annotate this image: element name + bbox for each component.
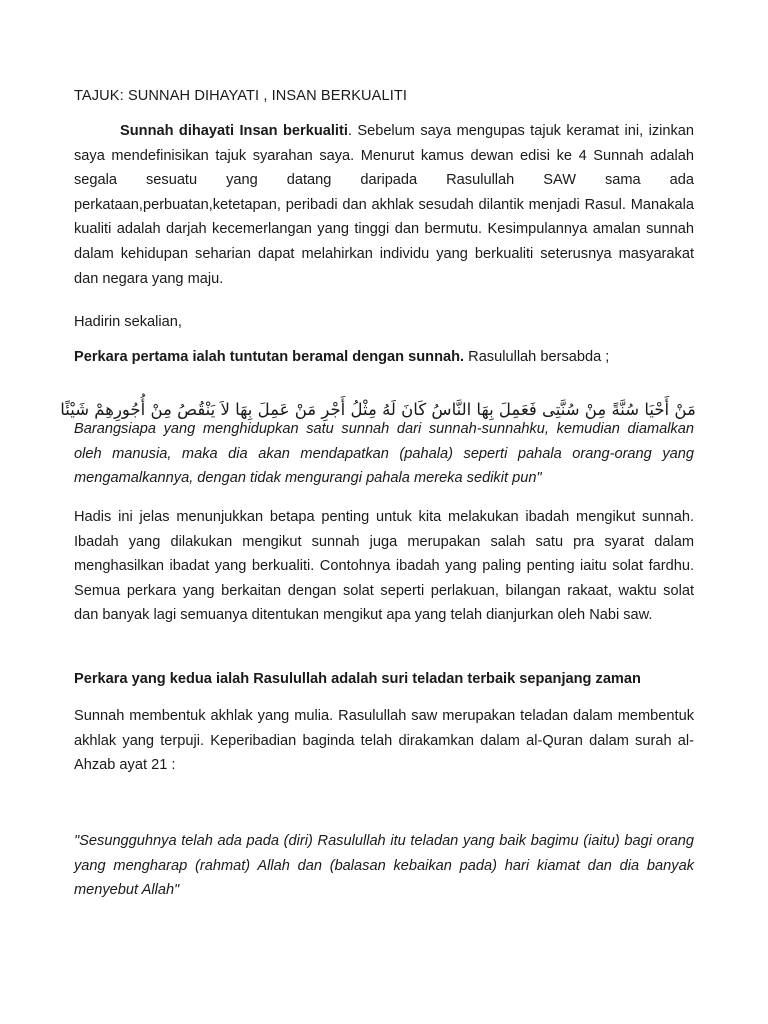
hadith-translation: Barangsiapa yang menghidupkan satu sunnah dari sunnah-sunnahku, kemudian diamalkan oleh manusia, maka dia akan mendapatkan (pahala) seperti pahala orang-orang yang mengamalkannya, dengan tidak mengurangi pahala mereka sedikit pun" bbox=[74, 421, 694, 487]
intro-lead-bold: Sunnah dihayati Insan berkualiti bbox=[120, 123, 348, 139]
point2-heading-bold: Perkara yang kedua ialah Rasulullah adalah suri teladan terbaik sepanjang zaman bbox=[74, 671, 641, 687]
point1-heading bbox=[74, 345, 694, 370]
quran-translation: "Sesungguhnya telah ada pada (diri) Rasulullah itu teladan yang baik bagimu (iaitu) bagi orang yang mengharap (rahmat) Allah dan (balasan kebaikan pada) hari kiamat dan dia banyak menyebut Allah" bbox=[74, 833, 694, 899]
page-title: TAJUK: SUNNAH DIHAYATI , INSAN BERKUALITI bbox=[74, 88, 408, 104]
intro-text: . Sebelum saya mengupas tajuk keramat ini, izinkan saya mendefinisikan tajuk syarahan saya. Menurut kamus dewan edisi ke 4 Sunnah adalah segala sesuatu yang datang daripada Rasulullah SAW sama ada perkataan,perbuatan,ketetapan, peribadi dan akhlak sesudah dilantik menjadi Rasul. Manakala kualiti adalah darjah kecemerlangan yang tinggi dan bermutu. Kesimpulannya amalan sunnah dalam kehidupan seharian dapat melahirkan individu yang berkualiti seterusnya masyarakat dan negara yang maju. bbox=[74, 123, 695, 287]
hadith-arabic: مَنْ أَحْيَا سُنَّةً مِنْ سُنَّتِى فَعَمِلَ بِهَا النَّاسُ كَانَ لَهُ مِثْلُ أَجْرِ مَنْ عَمِلَ بِهَا لاَ يَنْقُصُ مِنْ أُجُورِهِمْ شَيْئًا bbox=[60, 399, 696, 419]
paragraph-3: Sunnah membentuk akhlak yang mulia. Rasulullah saw merupakan teladan dalam membentuk akhlak yang terpuji. Keperibadian baginda telah dirakamkan dalam al-Quran dalam surah al-Ahzab ayat 21 : bbox=[74, 708, 694, 774]
greeting: Hadirin sekalian, bbox=[74, 314, 182, 330]
point1-heading-rest: Rasulullah bersabda ; bbox=[464, 349, 610, 365]
point1-heading-bold: Perkara pertama ialah tuntutan beramal dengan sunnah. bbox=[74, 349, 465, 365]
paragraph-2: Hadis ini jelas menunjukkan betapa penting untuk kita melakukan ibadah mengikut sunnah. Ibadah yang dilakukan mengikut sunnah juga merupakan salah satu pra syarat dalam menghasilkan ibadat yang berkualiti. Contohnya ibadah yang paling penting iaitu solat fardhu. Semua perkara yang berkaitan dengan solat seperti perlakuan, bilangan rakaat, waktu solat dan banyak lagi semuanya ditentukan mengikut apa yang telah dianjurkan oleh Nabi saw. bbox=[74, 509, 694, 624]
point2-heading bbox=[74, 667, 694, 692]
intro-paragraph bbox=[74, 119, 694, 291]
